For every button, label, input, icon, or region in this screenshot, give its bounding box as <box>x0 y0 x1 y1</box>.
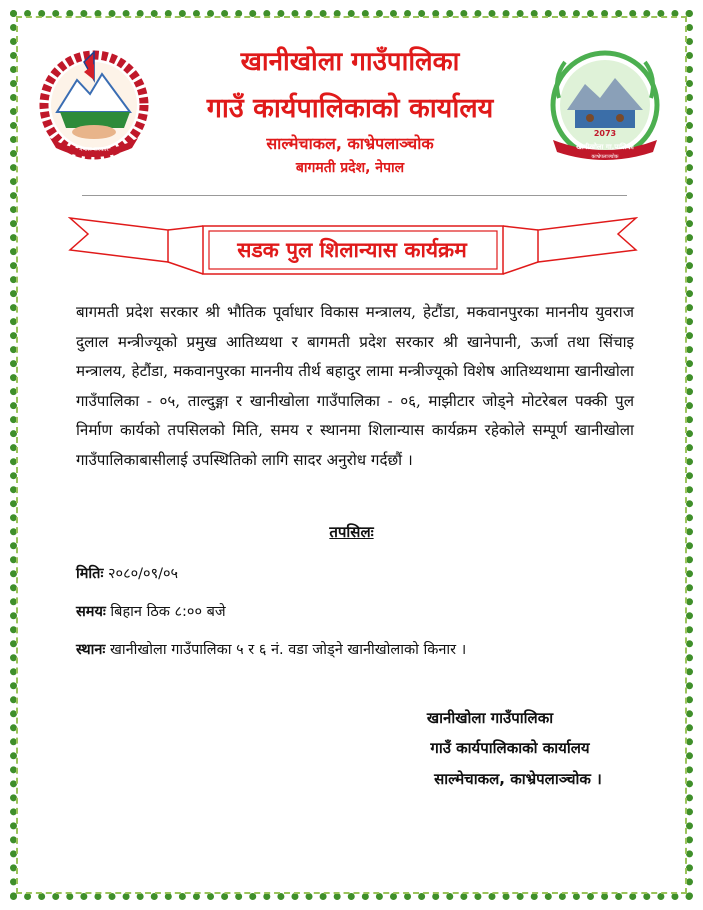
logo-year: 2073 <box>593 129 617 138</box>
municipality-logo-icon <box>545 48 665 163</box>
header-office-name: गाउँ कार्यपालिकाको कार्यालय <box>206 93 494 124</box>
header-municipality-name: खानीखोला गाउँपालिका <box>240 47 460 77</box>
time-row <box>76 601 226 621</box>
place-value: खानीखोला गाउँपालिका ५ र ६ नं. वडा जोड्ने खानीखोलाको किनार । <box>109 642 467 658</box>
date-row <box>76 563 178 583</box>
logo-caption: खानीखोला गा.पालिका <box>576 143 634 151</box>
header-address: साल्मेचाकल, काभ्रेपलाञ्चोक <box>266 134 434 153</box>
details-heading: तपसिलः <box>329 523 374 541</box>
logo-subcaption: काभ्रेपलाञ्चोक <box>591 154 619 160</box>
signature-address: साल्मेचाकल, काभ्रेपलाञ्चोक । <box>434 770 602 788</box>
time-label: समयः <box>76 604 106 620</box>
date-value: २०८०/०९/०५ <box>108 566 179 582</box>
time-value: बिहान ठिक ८:०० बजे <box>110 604 226 620</box>
place-row <box>76 639 466 659</box>
signature-municipality: खानीखोला गाउँपालिका <box>426 709 554 727</box>
program-title: सडक पुल शिलान्यास कार्यक्रम <box>237 238 467 262</box>
place-label: स्थानः <box>76 642 106 658</box>
date-label: मितिः <box>76 566 104 582</box>
invitation-body: बागमती प्रदेश सरकार श्री भौतिक पूर्वाधार विकास मन्त्रालय, हेटौंडा, मकवानपुरका माननीय युवराज दुलाल मन्त्रीज्यूको प्रमुख आतिथ्यथा र बागमती प्रदेश सरकार श्री खानेपानी, ऊर्जा तथा सिंचाइ मन्त्रालय, हेटौंडा, मकवानपुरका माननीय तीर्थ बहादुर लामा मन्त्रीज्यूको विशेष आतिथ्यथामा खानीखोला गाउँपालिका - ०५, ताल्दुङ्गा र खानीखोला गाउँपालिका - ०६, माझीटार जोड्ने मोटरेबल पक्की पुल निर्माण कार्यको तपसिलको मिति, समय र स्थानमा शिलान्यास कार्यक्रम रहेकोले सम्पूर्ण खानीखोला गाउँपालिकाबासीलाई उपस्थितिको लागि सादर अनुरोध गर्दछौं । <box>76 303 634 469</box>
signature-office: गाउँ कार्यपालिकाको कार्यालय <box>430 739 590 757</box>
nepal-government-emblem-icon <box>32 50 157 160</box>
emblem-caption: नेपाल सरकार <box>79 146 109 153</box>
header-divider <box>82 195 627 196</box>
header-province: बागमती प्रदेश, नेपाल <box>295 160 405 176</box>
